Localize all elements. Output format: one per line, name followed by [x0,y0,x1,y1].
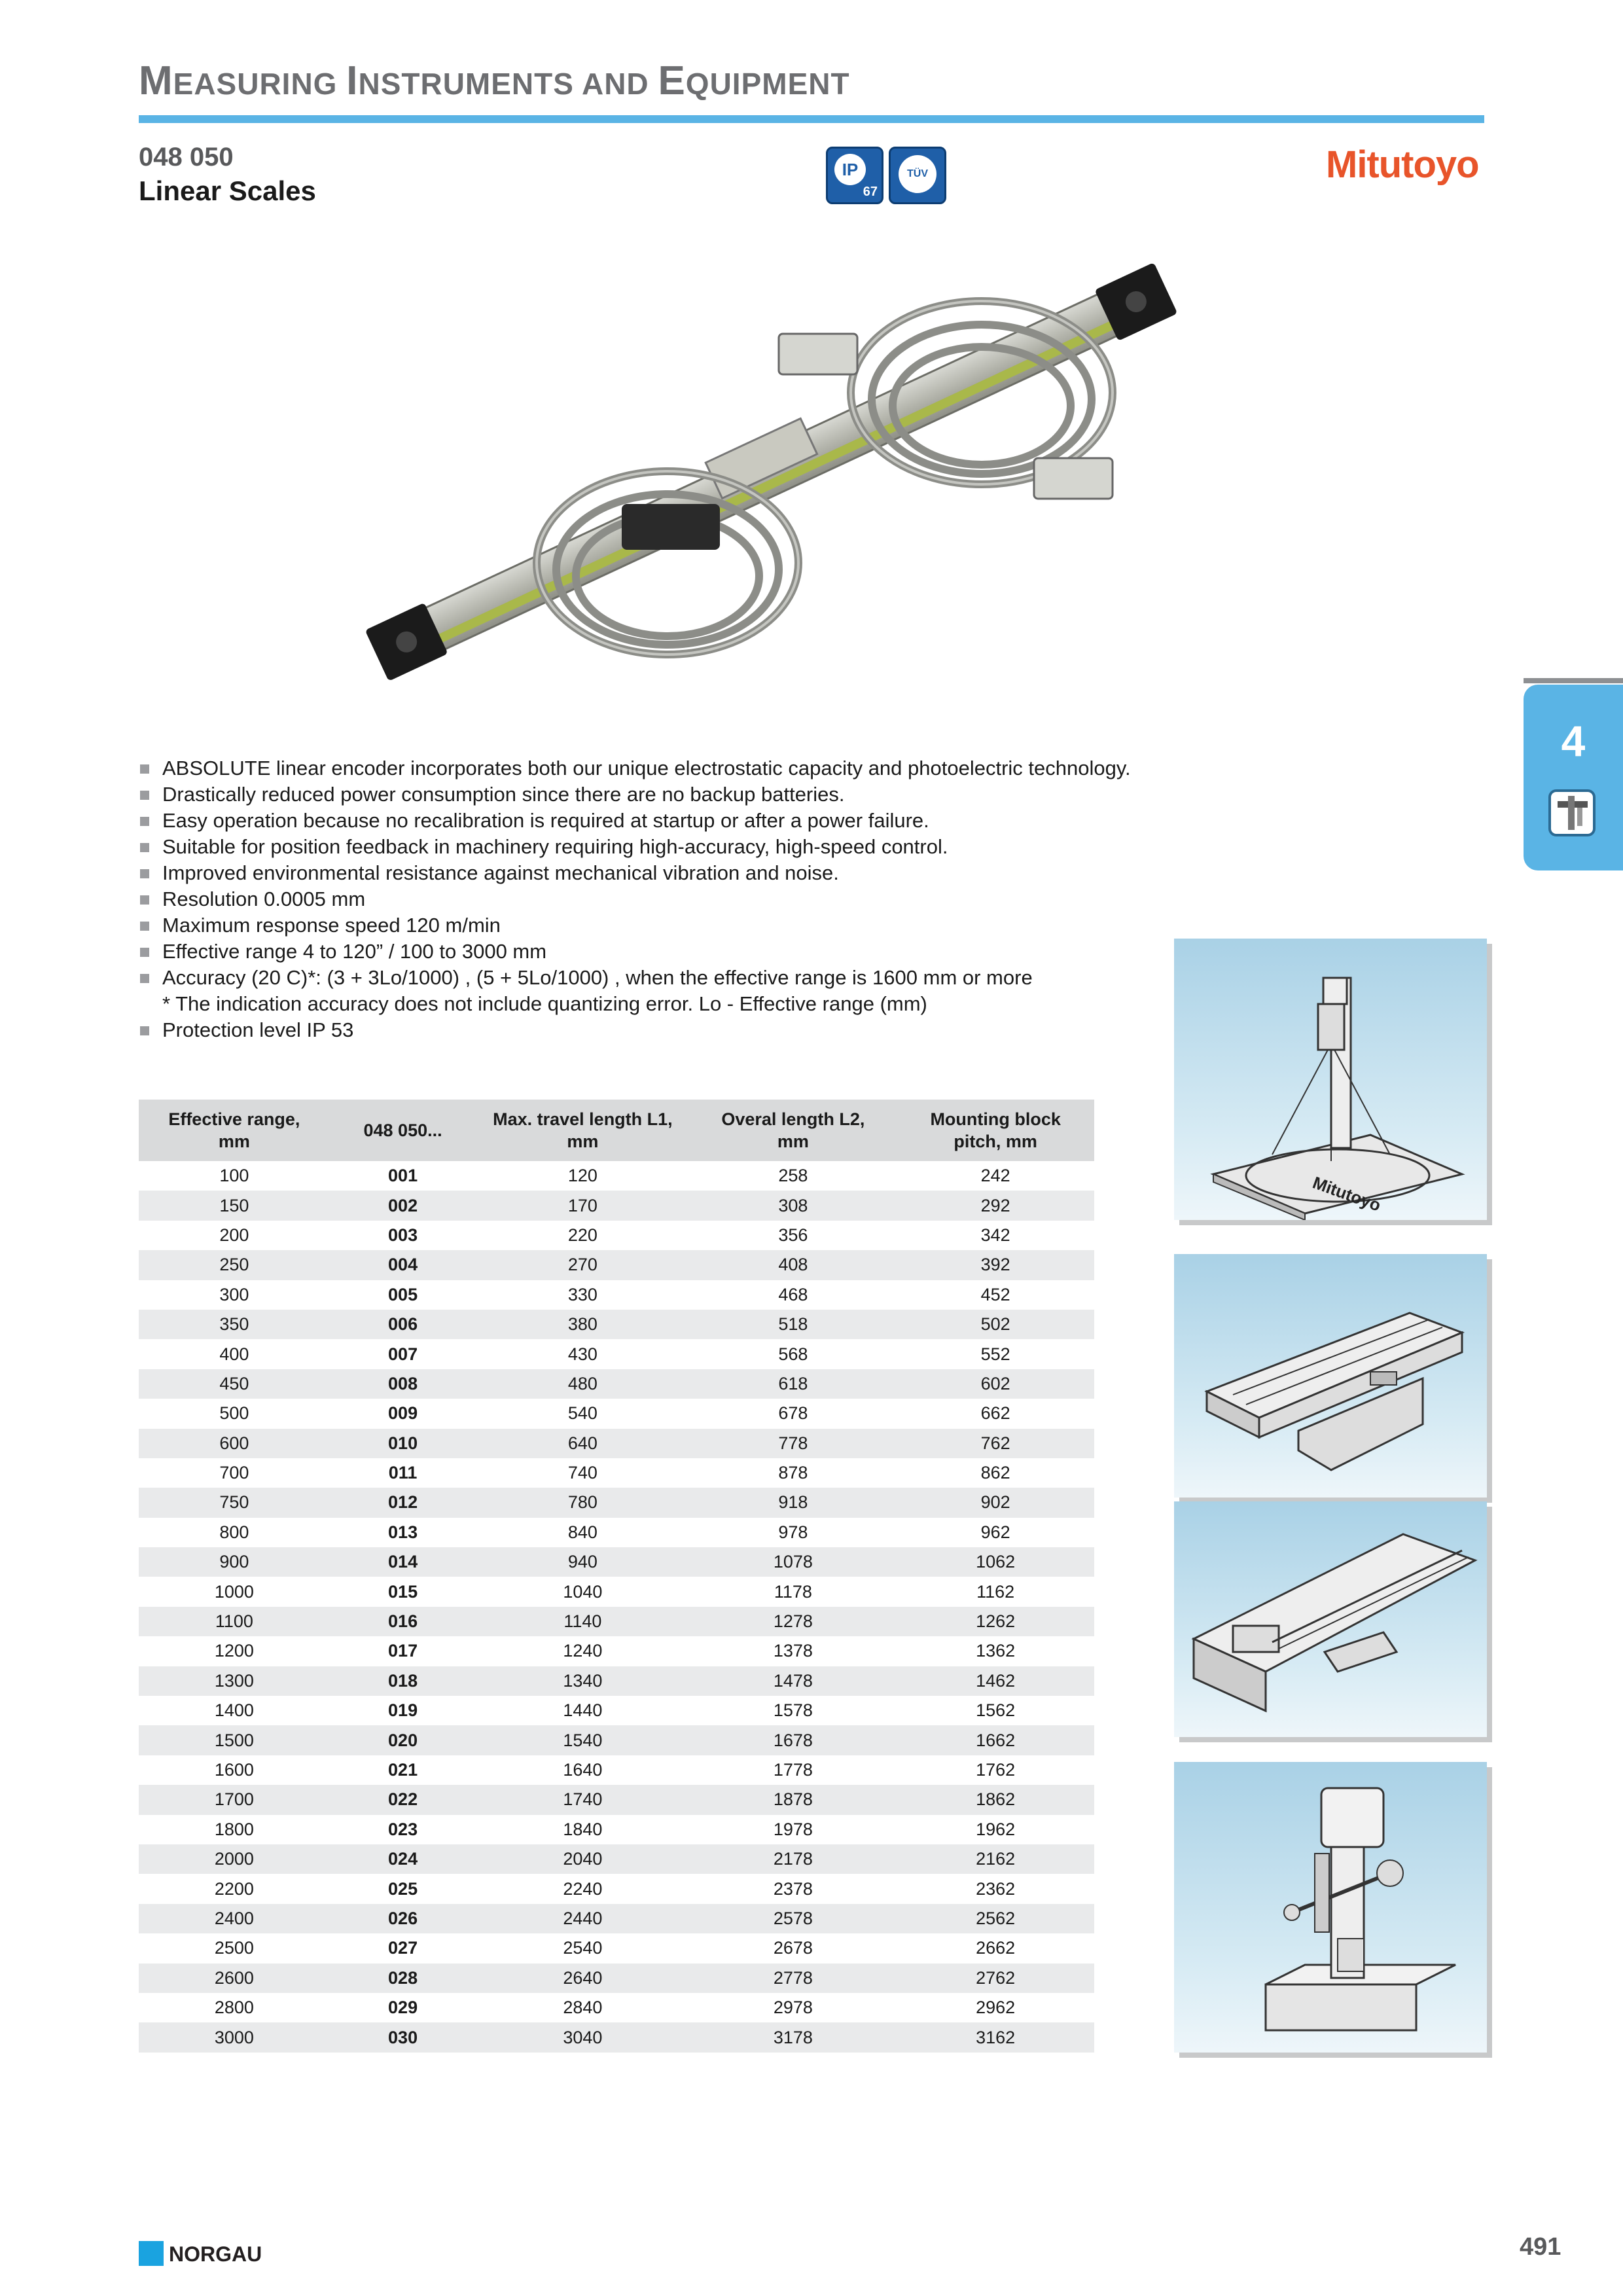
table-row [139,1429,1094,1458]
table-cell: 2240 [563,1878,603,1899]
table-row [139,1933,1094,1963]
table-cell: 1040 [563,1581,603,1602]
feature-item: Effective range 4 to 120” / 100 to 3000 mm [139,939,1131,965]
table-row [139,1725,1094,1755]
table-cell: 022 [330,1785,476,1814]
title-rest-1: EASURING [173,67,347,101]
chapter-tab[interactable] [1524,685,1623,870]
table-row [139,1607,1094,1636]
table-cell: 1162 [976,1581,1015,1602]
table-row [139,1904,1094,1933]
table-cell: 292 [897,1191,1094,1220]
table-cell: 026 [330,1904,476,1933]
feature-item: Improved environmental resistance against mechanical vibration and noise. [139,860,1131,886]
illustration-logo: Mitutoyo [1310,1172,1383,1215]
table-row [139,1458,1094,1488]
table-cell: 300 [219,1284,249,1304]
table-cell: 1562 [976,1700,1016,1721]
table-row [139,1191,1094,1220]
table-cell: 250 [139,1250,330,1280]
table-cell: 1178 [774,1581,812,1602]
table-cell: 662 [980,1403,1010,1424]
table-cell: 1878 [689,1785,897,1814]
title-initial-2: I [346,58,359,103]
table-cell: 1440 [563,1700,603,1721]
table-row [139,1221,1094,1250]
table-row [139,1696,1094,1725]
table-row [139,1666,1094,1696]
table-cell: 452 [980,1284,1010,1304]
table-cell: 2362 [976,1878,1016,1899]
table-cell: 2678 [773,1938,813,1958]
table-row [139,1369,1094,1399]
table-cell: 120 [567,1166,597,1186]
table-cell: 1278 [689,1607,897,1636]
table-cell: 150 [139,1191,330,1220]
table-cell: 750 [139,1488,330,1517]
table-cell: 2178 [689,1844,897,1874]
table-cell: 356 [778,1225,808,1245]
table-cell: 518 [689,1310,897,1339]
specification-table [139,1100,1094,2053]
product-name: Linear Scales [139,175,316,206]
lathe-illustration [1174,1501,1487,1737]
table-cell: 3162 [897,2022,1094,2052]
table-cell: 013 [388,1522,418,1542]
section-title [139,58,850,104]
ip-label: IP [834,154,866,185]
table-cell: 027 [388,1938,418,1958]
table-cell: 014 [330,1547,476,1577]
feature-item: Resolution 0.0005 mm [139,886,1131,912]
table-cell: 600 [139,1429,330,1458]
linear-scale-product-photo [321,196,1211,733]
table-cell: 002 [330,1191,476,1220]
table-cell: 2762 [897,1964,1094,1993]
table-cell: 1462 [897,1666,1094,1696]
table-cell: 015 [388,1581,418,1602]
table-cell: 028 [330,1964,476,1993]
table-cell: 012 [330,1488,476,1517]
table-cell: 1540 [476,1725,689,1755]
table-cell: 862 [980,1463,1010,1483]
table-cell: 1740 [476,1785,689,1814]
table-row [139,1964,1094,1993]
table-cell: 552 [980,1344,1010,1364]
table-cell: 1678 [689,1725,897,1755]
table-row [139,1310,1094,1339]
table-cell: 640 [476,1429,689,1458]
table-cell: 242 [980,1166,1010,1186]
table-body [139,1161,1094,2053]
table-cell: 1240 [563,1641,603,1661]
feature-item: Maximum response speed 120 m/min [139,912,1131,939]
table-row [139,1339,1094,1369]
table-cell: 001 [388,1166,418,1186]
table-cell: 408 [689,1250,897,1280]
table-cell: 2778 [689,1964,897,1993]
table-cell: 900 [139,1547,330,1577]
table-cell: 1840 [563,1819,603,1839]
table-cell: 1378 [773,1641,813,1661]
table-row [139,1755,1094,1785]
brand-logo: Mitutoyo [1326,143,1479,186]
title-initial-3: E [658,58,686,103]
table-cell: 1700 [139,1785,330,1814]
caliper-icon [1548,789,1596,836]
table-cell: 1300 [139,1666,330,1696]
table-cell: 1340 [476,1666,689,1696]
title-initial-1: M [139,58,173,103]
table-row [139,1815,1094,1844]
table-cell: 1362 [976,1641,1016,1661]
table-cell: 1078 [689,1547,897,1577]
table-cell: 678 [778,1403,808,1424]
table-cell: 350 [139,1310,330,1339]
feature-item: Easy operation because no recalibration is required at startup or after a power failure. [139,808,1131,834]
table-cell: 500 [219,1403,249,1424]
table-cell: 1140 [476,1607,689,1636]
table-cell: 200 [219,1225,249,1245]
table-cell: 2040 [476,1844,689,1874]
ip67-certification-icon [826,147,883,204]
table-cell: 568 [778,1344,808,1364]
table-cell: 258 [778,1166,808,1186]
table-cell: 430 [567,1344,597,1364]
accuracy-note: * The indication accuracy does not include quantizing error. Lo - Effective range (mm) [162,992,927,1015]
table-cell: 2162 [897,1844,1094,1874]
table-cell: 016 [330,1607,476,1636]
table-cell: 1978 [773,1819,813,1839]
table-cell: 2500 [214,1938,254,1958]
table-cell: 005 [388,1284,418,1304]
table-cell: 962 [980,1522,1010,1542]
table-cell: 1578 [773,1700,813,1721]
table-cell: 023 [388,1819,418,1839]
ip-number: 67 [863,185,878,199]
table-cell: 380 [476,1310,689,1339]
table-cell: 468 [778,1284,808,1304]
table-cell: 2600 [139,1964,330,1993]
table-cell: 1000 [214,1581,254,1602]
table-cell: 004 [330,1250,476,1280]
table-cell: 1478 [689,1666,897,1696]
table-cell: 778 [689,1429,897,1458]
table-cell: 308 [689,1191,897,1220]
table-cell: 1662 [897,1725,1094,1755]
table-cell: 2640 [476,1964,689,1993]
table-cell: 030 [330,2022,476,2052]
table-cell: 1600 [214,1760,254,1780]
footer-brand-mark [139,2241,164,2266]
table-cell: 009 [388,1403,418,1424]
table-cell: 740 [567,1463,597,1483]
table-cell: 1100 [139,1607,330,1636]
title-rest-2: NSTRUMENTS AND [358,67,658,101]
table-cell: 392 [897,1250,1094,1280]
table-cell: 007 [388,1344,418,1364]
table-cell: 2662 [976,1938,1016,1958]
table-row [139,1280,1094,1310]
table-cell: 017 [388,1641,418,1661]
table-cell: 618 [689,1369,897,1399]
col-max-travel: Max. travel length L1, mm [476,1100,689,1161]
tuv-certification-icon [889,147,946,204]
table-cell: 918 [689,1488,897,1517]
table-cell: 270 [476,1250,689,1280]
table-cell: 480 [476,1369,689,1399]
table-cell: 502 [897,1310,1094,1339]
table-cell: 010 [330,1429,476,1458]
table-cell: 400 [219,1344,249,1364]
table-cell: 2378 [773,1878,813,1899]
table-cell: 3000 [139,2022,330,2052]
table-row [139,1399,1094,1428]
table-cell: 2978 [773,1998,813,2018]
feature-list [139,755,1131,1043]
table-row [139,1785,1094,1814]
table-cell: 1062 [897,1547,1094,1577]
feature-item: Suitable for position feedback in machinery requiring high-accuracy, high-speed control. [139,834,1131,860]
table-cell: 2840 [563,1998,603,2018]
feature-item: Protection level IP 53 [139,1017,1131,1043]
table-cell: 2800 [214,1998,254,2018]
table-cell: 2578 [689,1904,897,1933]
drill-press-illustration [1174,1762,1487,2053]
table-cell: 020 [330,1725,476,1755]
table-cell: 3178 [689,2022,897,2052]
chapter-number: 4 [1561,717,1586,765]
table-cell: 840 [567,1522,597,1542]
table-cell: 100 [219,1166,249,1186]
table-cell: 2540 [563,1938,603,1958]
footer-brand: NORGAU [169,2242,262,2266]
table-cell: 1200 [214,1641,254,1661]
table-cell: 1862 [897,1785,1094,1814]
tuv-label: TÜV [899,155,936,193]
table-cell: 1640 [563,1760,603,1780]
table-cell: 540 [567,1403,597,1424]
table-cell: 602 [897,1369,1094,1399]
table-cell: 878 [778,1463,808,1483]
table-header-row [139,1100,1094,1161]
table-cell: 011 [388,1463,418,1483]
table-cell: 025 [388,1878,418,1899]
chapter-tab-rule [1524,678,1623,683]
header-rule [139,115,1484,123]
page-number: 491 [1520,2233,1561,2261]
table-cell: 800 [219,1522,249,1542]
table-row [139,1250,1094,1280]
table-cell: 003 [388,1225,418,1245]
table-cell: 780 [476,1488,689,1517]
table-cell: 029 [388,1998,418,2018]
table-cell: 2000 [139,1844,330,1874]
col-effective-range: Effective range, mm [139,1100,330,1161]
table-cell: 2562 [897,1904,1094,1933]
table-cell: 330 [567,1284,597,1304]
table-row [139,1636,1094,1666]
table-cell: 220 [567,1225,597,1245]
table-row [139,1577,1094,1606]
table-cell: 018 [330,1666,476,1696]
col-order-code: 048 050... [330,1100,476,1161]
table-row [139,1874,1094,1903]
table-cell: 1400 [214,1700,254,1721]
table-row [139,1161,1094,1191]
table-cell: 2440 [476,1904,689,1933]
table-cell: 008 [330,1369,476,1399]
feature-item: Drastically reduced power consumption since there are no backup batteries. [139,781,1131,808]
table-cell: 2962 [976,1998,1016,2018]
table-cell: 1762 [976,1760,1016,1780]
table-row [139,1547,1094,1577]
table-row [139,2022,1094,2052]
table-cell: 1500 [139,1725,330,1755]
product-code: 048 050 [139,143,234,171]
table-row [139,1993,1094,2022]
table-row [139,1844,1094,1874]
table-row [139,1518,1094,1547]
table-cell: 700 [219,1463,249,1483]
table-cell: 1800 [214,1819,254,1839]
table-cell: 1778 [773,1760,813,1780]
table-cell: 1262 [897,1607,1094,1636]
table-cell: 2400 [139,1904,330,1933]
table-cell: 170 [476,1191,689,1220]
table-row [139,1488,1094,1517]
table-cell: 021 [388,1760,418,1780]
table-cell: 940 [476,1547,689,1577]
measuring-stand-illustration [1174,939,1487,1220]
col-mounting-pitch: Mounting block pitch, mm [897,1100,1094,1161]
table-cell: 978 [778,1522,808,1542]
table-cell: 450 [139,1369,330,1399]
table-cell: 024 [330,1844,476,1874]
table-cell: 006 [330,1310,476,1339]
table-cell: 3040 [476,2022,689,2052]
table-cell: 902 [897,1488,1094,1517]
table-cell: 762 [897,1429,1094,1458]
table-cell: 342 [980,1225,1010,1245]
table-cell: 1962 [976,1819,1016,1839]
milling-table-illustration [1174,1254,1487,1498]
feature-item: Accuracy (20 C)*: (3 + 3Lo/1000) , (5 + 5Lo/1000) , when the effective range is 1600 mm or more [139,965,1131,991]
title-rest-3: QUIPMENT [685,67,850,101]
table-cell: 019 [388,1700,418,1721]
col-overall-length: Overal length L2, mm [689,1100,897,1161]
table-cell: 2200 [214,1878,254,1899]
feature-item: ABSOLUTE linear encoder incorporates both our unique electrostatic capacity and photoelectric technology. [139,755,1131,781]
